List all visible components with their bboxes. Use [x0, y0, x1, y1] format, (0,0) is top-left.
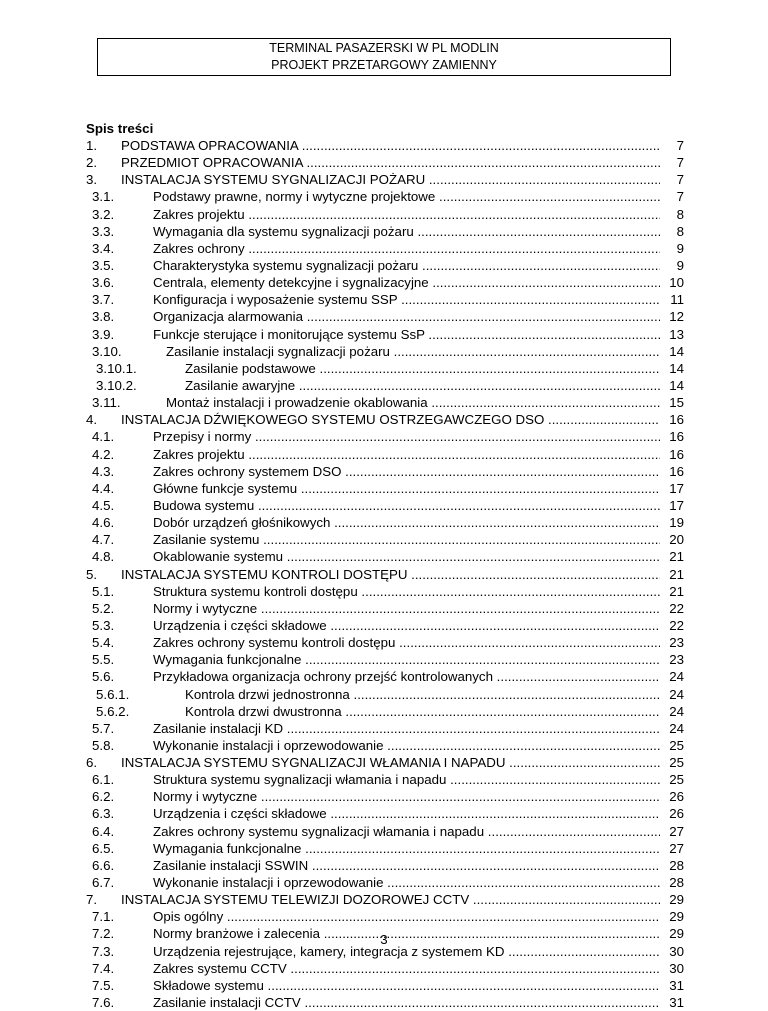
toc-entry[interactable]: [86, 548, 684, 565]
toc-entry-page: 16: [669, 412, 684, 428]
toc-entry[interactable]: [86, 308, 684, 325]
toc-entry[interactable]: [86, 497, 684, 514]
toc-entry-number: 4.1.: [92, 429, 115, 445]
toc-entry-number: 4.5.: [92, 497, 115, 513]
toc-entry-title: Normy i wytyczne .....: [153, 600, 660, 617]
toc-entry-title: INSTALACJA DŹWIĘKOWEGO SYSTEMU OSTRZEGAWCZEGO DSO .....: [121, 411, 660, 428]
toc-entry-title: Okablowanie systemu .....: [153, 548, 660, 565]
toc-entry-number: 5.4.: [92, 635, 115, 651]
toc-entry[interactable]: [86, 257, 684, 274]
toc-entry-title: INSTALACJA SYSTEMU KONTROLI DOSTĘPU .....: [121, 566, 660, 583]
toc-entry-number: 4.: [86, 412, 98, 428]
toc-title: Spis treści: [86, 121, 154, 136]
toc-entry-number: 3.10.1.: [96, 360, 137, 376]
toc-entry-page: 21: [669, 549, 684, 565]
toc-entry-page: 16: [669, 429, 684, 445]
toc-entry-title: Wykonanie instalacji i oprzewodowanie .....: [153, 737, 660, 754]
toc-entry-page: 24: [669, 669, 684, 685]
toc-entry-page: 26: [669, 806, 684, 822]
toc-entry-title: Zakres ochrony .....: [153, 240, 660, 257]
toc-entry[interactable]: [86, 428, 684, 445]
toc-entry[interactable]: [86, 188, 684, 205]
toc-entry-number: 4.2.: [92, 446, 115, 462]
toc-entry-title: Wymagania funkcjonalne .....: [153, 651, 660, 668]
toc-entry-number: 3.4.: [92, 240, 115, 256]
toc-entry[interactable]: [86, 343, 684, 360]
toc-entry-page: 16: [669, 446, 684, 462]
toc-entry[interactable]: [86, 566, 684, 583]
toc-entry-number: 7.2.: [92, 926, 115, 942]
toc-entry[interactable]: [86, 720, 684, 737]
toc-entry-title: Zasilanie podstawowe .....: [185, 360, 660, 377]
toc-entry-page: 7: [676, 155, 684, 171]
toc-entry-number: 5.7.: [92, 720, 115, 736]
toc-entry[interactable]: [86, 463, 684, 480]
toc-entry-title: Zasilanie awaryjne .....: [185, 377, 660, 394]
toc-entry[interactable]: [86, 206, 684, 223]
toc-entry-page: 29: [669, 892, 684, 908]
toc-entry-page: 27: [669, 823, 684, 839]
toc-entry[interactable]: [86, 171, 684, 188]
toc-entry-page: 28: [669, 875, 684, 891]
toc-entry-title: Montaż instalacji i prowadzenie okablowania .....: [166, 394, 660, 411]
toc-entry-page: 24: [669, 686, 684, 702]
toc-entry-title: Funkcje sterujące i monitorujące systemu SsP .....: [153, 326, 660, 343]
toc-entry-page: 30: [669, 943, 684, 959]
toc-entry-page: 8: [676, 223, 684, 239]
toc-entry-number: 2.: [86, 155, 98, 171]
toc-entry-title: Wymagania dla systemu sygnalizacji pożaru .....: [153, 223, 660, 240]
toc-entry[interactable]: [86, 274, 684, 291]
toc-entry-number: 6.1.: [92, 772, 115, 788]
toc-entry[interactable]: [86, 823, 684, 840]
toc-entry[interactable]: [86, 754, 684, 771]
toc-entry-number: 6.7.: [92, 875, 115, 891]
toc-entry-title: Urządzenia i części składowe .....: [153, 617, 660, 634]
toc-entry[interactable]: [86, 686, 684, 703]
toc-entry[interactable]: [86, 411, 684, 428]
toc-entry-title: Zakres projektu .....: [153, 446, 660, 463]
toc-entry-number: 5.5.: [92, 652, 115, 668]
toc-entry-number: 6.6.: [92, 857, 115, 873]
toc-entry-page: 7: [676, 172, 684, 188]
toc-entry[interactable]: [86, 668, 684, 685]
toc-entry-title: Zasilanie instalacji CCTV .....: [153, 994, 660, 1011]
toc-entry-title: Zakres ochrony systemu kontroli dostępu .....: [153, 634, 660, 651]
toc-entry-number: 7.3.: [92, 943, 115, 959]
toc-entry-number: 3.10.: [92, 343, 122, 359]
toc-entry-title: Urządzenia rejestrujące, kamery, integracja z systemem KD .....: [153, 943, 660, 960]
toc-entry-title: Kontrola drzwi dwustronna .....: [185, 703, 660, 720]
toc-entry-number: 5.6.2.: [96, 703, 130, 719]
toc-entry-title: Kontrola drzwi jednostronna .....: [185, 686, 660, 703]
toc-entry-page: 14: [669, 343, 684, 359]
toc-entry-title: INSTALACJA SYSTEMU TELEWIZJI DOZOROWEJ CCTV .....: [121, 891, 660, 908]
toc-entry-page: 7: [676, 189, 684, 205]
toc-entry-number: 3.10.2.: [96, 377, 137, 393]
toc-entry[interactable]: [86, 908, 684, 925]
toc-entry-page: 25: [669, 755, 684, 771]
toc-entry-page: 26: [669, 789, 684, 805]
toc-entry[interactable]: [86, 788, 684, 805]
toc-entry-page: 19: [669, 515, 684, 531]
toc-entry-title: Zasilanie instalacji sygnalizacji pożaru .....: [166, 343, 660, 360]
toc-entry-page: 7: [676, 138, 684, 153]
toc-entry-number: 5.1.: [92, 583, 115, 599]
toc-entry-page: 14: [669, 360, 684, 376]
toc-entry[interactable]: [86, 737, 684, 754]
toc-entry-number: 3.8.: [92, 309, 115, 325]
toc-entry-title: Opis ogólny .....: [153, 908, 660, 925]
toc-entry-title: Normy branżowe i zalecenia .....: [153, 925, 660, 942]
toc-entry-title: Zasilanie instalacji SSWIN .....: [153, 857, 660, 874]
document-header-box: [97, 38, 671, 76]
toc-entry-title: Wykonanie instalacji i oprzewodowanie .....: [153, 874, 660, 891]
toc-entry-title: PRZEDMIOT OPRACOWANIA .....: [121, 154, 660, 171]
toc-entry-title: Konfiguracja i wyposażenie systemu SSP .....: [153, 291, 660, 308]
toc-entry-number: 4.4.: [92, 480, 115, 496]
toc-entry-page: 9: [676, 240, 684, 256]
toc-entry-page: 24: [669, 703, 684, 719]
toc-entry-number: 6.: [86, 755, 98, 771]
toc-entry[interactable]: [86, 994, 684, 1011]
toc-entry-number: 4.8.: [92, 549, 115, 565]
toc-entry[interactable]: [86, 857, 684, 874]
toc-entry-number: 3.7.: [92, 292, 115, 308]
toc-entry-page: 28: [669, 857, 684, 873]
toc-entry[interactable]: [86, 394, 684, 411]
toc-entry-page: 21: [669, 583, 684, 599]
toc-entry[interactable]: [86, 651, 684, 668]
toc-entry[interactable]: [86, 805, 684, 822]
toc-entry-title: Struktura systemu kontroli dostępu .....: [153, 583, 660, 600]
toc-entry-page: 13: [669, 326, 684, 342]
toc-entry-number: 6.5.: [92, 840, 115, 856]
toc-entry-title: Zakres systemu CCTV .....: [153, 960, 660, 977]
toc-entry[interactable]: [86, 840, 684, 857]
toc-entry-title: Centrala, elementy detekcyjne i sygnalizacyjne .....: [153, 274, 660, 291]
toc-entry-page: 31: [669, 995, 684, 1011]
toc-entry-title: Składowe systemu .....: [153, 977, 660, 994]
toc-entry-page: 12: [669, 309, 684, 325]
toc-entry-title: Podstawy prawne, normy i wytyczne projektowe .....: [153, 188, 660, 205]
toc-entry-page: 30: [669, 960, 684, 976]
toc-entry[interactable]: [86, 154, 684, 171]
toc-entry-number: 1.: [86, 138, 98, 153]
toc-entry-number: 5.2.: [92, 600, 115, 616]
toc-entry-page: 23: [669, 652, 684, 668]
table-of-contents: [86, 137, 684, 1011]
toc-entry-title: Urządzenia i części składowe .....: [153, 805, 660, 822]
toc-entry-number: 6.2.: [92, 789, 115, 805]
toc-entry-title: Zakres projektu .....: [153, 206, 660, 223]
toc-entry-page: 14: [669, 377, 684, 393]
toc-entry[interactable]: [86, 634, 684, 651]
toc-entry-number: 3.: [86, 172, 98, 188]
toc-entry[interactable]: [86, 977, 684, 994]
toc-entry-page: 8: [676, 206, 684, 222]
toc-entry-page: 27: [669, 840, 684, 856]
toc-entry-number: 7.: [86, 892, 98, 908]
toc-entry-page: 31: [669, 977, 684, 993]
toc-entry-page: 29: [669, 909, 684, 925]
page-number: 3: [380, 932, 388, 947]
toc-entry-title: INSTALACJA SYSTEMU SYGNALIZACJI POŻARU .....: [121, 171, 660, 188]
toc-entry-title: Zakres ochrony systemem DSO .....: [153, 463, 660, 480]
toc-entry-number: 7.1.: [92, 909, 115, 925]
toc-entry-title: Charakterystyka systemu sygnalizacji pożaru .....: [153, 257, 660, 274]
toc-entry-page: 17: [669, 480, 684, 496]
toc-entry[interactable]: [86, 617, 684, 634]
toc-entry[interactable]: [86, 137, 684, 154]
toc-entry-page: 10: [669, 275, 684, 291]
toc-entry[interactable]: [86, 960, 684, 977]
toc-entry-number: 3.1.: [92, 189, 115, 205]
toc-entry-page: 22: [669, 617, 684, 633]
toc-entry-title: Wymagania funkcjonalne .....: [153, 840, 660, 857]
toc-entry[interactable]: [86, 703, 684, 720]
toc-entry[interactable]: [86, 531, 684, 548]
toc-entry-page: 23: [669, 635, 684, 651]
toc-entry-title: Organizacja alarmowania .....: [153, 308, 660, 325]
toc-entry-title: Budowa systemu .....: [153, 497, 660, 514]
toc-entry-number: 5.: [86, 566, 98, 582]
toc-entry[interactable]: [86, 223, 684, 240]
toc-entry-title: Zakres ochrony systemu sygnalizacji włamania i napadu .....: [153, 823, 660, 840]
toc-entry-number: 7.6.: [92, 995, 115, 1011]
toc-entry-number: 3.6.: [92, 275, 115, 291]
toc-entry-number: 5.6.1.: [96, 686, 130, 702]
toc-entry-number: 4.3.: [92, 463, 115, 479]
toc-entry-page: 24: [669, 720, 684, 736]
toc-entry[interactable]: [86, 291, 684, 308]
toc-entry-page: 20: [669, 532, 684, 548]
toc-entry[interactable]: [86, 240, 684, 257]
toc-entry[interactable]: [86, 583, 684, 600]
toc-entry-page: 29: [669, 926, 684, 942]
toc-entry[interactable]: [86, 891, 684, 908]
toc-entry-title: Normy i wytyczne .....: [153, 788, 660, 805]
toc-entry-number: 5.3.: [92, 617, 115, 633]
toc-entry[interactable]: [86, 360, 684, 377]
toc-entry[interactable]: [86, 771, 684, 788]
toc-entry-number: 5.8.: [92, 737, 115, 753]
toc-entry-number: 4.7.: [92, 532, 115, 548]
toc-entry[interactable]: [86, 514, 684, 531]
toc-entry-title: Dobór urządzeń głośnikowych .....: [153, 514, 660, 531]
toc-entry-page: 9: [676, 257, 684, 273]
toc-entry-number: 6.3.: [92, 806, 115, 822]
toc-entry-title: Główne funkcje systemu .....: [153, 480, 660, 497]
toc-entry-title: PODSTAWA OPRACOWANIA .....: [121, 137, 660, 154]
toc-entry-title: Przepisy i normy .....: [153, 428, 660, 445]
toc-entry-page: 25: [669, 737, 684, 753]
toc-entry-title: Zasilanie instalacji KD .....: [153, 720, 660, 737]
toc-entry[interactable]: [86, 446, 684, 463]
toc-entry-number: 4.6.: [92, 515, 115, 531]
toc-entry-page: 15: [669, 395, 684, 411]
toc-entry-page: 22: [669, 600, 684, 616]
toc-entry[interactable]: [86, 600, 684, 617]
toc-entry-page: 16: [669, 463, 684, 479]
toc-entry-number: 7.5.: [92, 977, 115, 993]
toc-entry[interactable]: [86, 874, 684, 891]
toc-entry-title: INSTALACJA SYSTEMU SYGNALIZACJI WŁAMANIA I NAPADU .....: [121, 754, 660, 771]
toc-entry-page: 21: [669, 566, 684, 582]
header-line-2: PROJEKT PRZETARGOWY ZAMIENNY: [271, 58, 497, 72]
toc-entry-title: Struktura systemu sygnalizacji włamania i napadu .....: [153, 771, 660, 788]
toc-entry-number: 3.2.: [92, 206, 115, 222]
toc-entry-number: 3.9.: [92, 326, 115, 342]
toc-entry[interactable]: [86, 480, 684, 497]
toc-entry[interactable]: [86, 326, 684, 343]
toc-entry-number: 6.4.: [92, 823, 115, 839]
toc-entry-page: 25: [669, 772, 684, 788]
toc-entry-number: 3.5.: [92, 257, 115, 273]
toc-entry-title: Zasilanie systemu .....: [153, 531, 660, 548]
toc-entry-number: 3.11.: [92, 395, 121, 411]
toc-entry-page: 17: [669, 497, 684, 513]
header-line-1: TERMINAL PASAZERSKI W PL MODLIN: [269, 41, 499, 55]
toc-entry-number: 7.4.: [92, 960, 115, 976]
toc-entry-number: 3.3.: [92, 223, 115, 239]
toc-entry-number: 5.6.: [92, 669, 115, 685]
toc-entry-page: 11: [670, 292, 684, 308]
toc-entry[interactable]: [86, 377, 684, 394]
toc-entry-title: Przykładowa organizacja ochrony przejść kontrolowanych .....: [153, 668, 660, 685]
